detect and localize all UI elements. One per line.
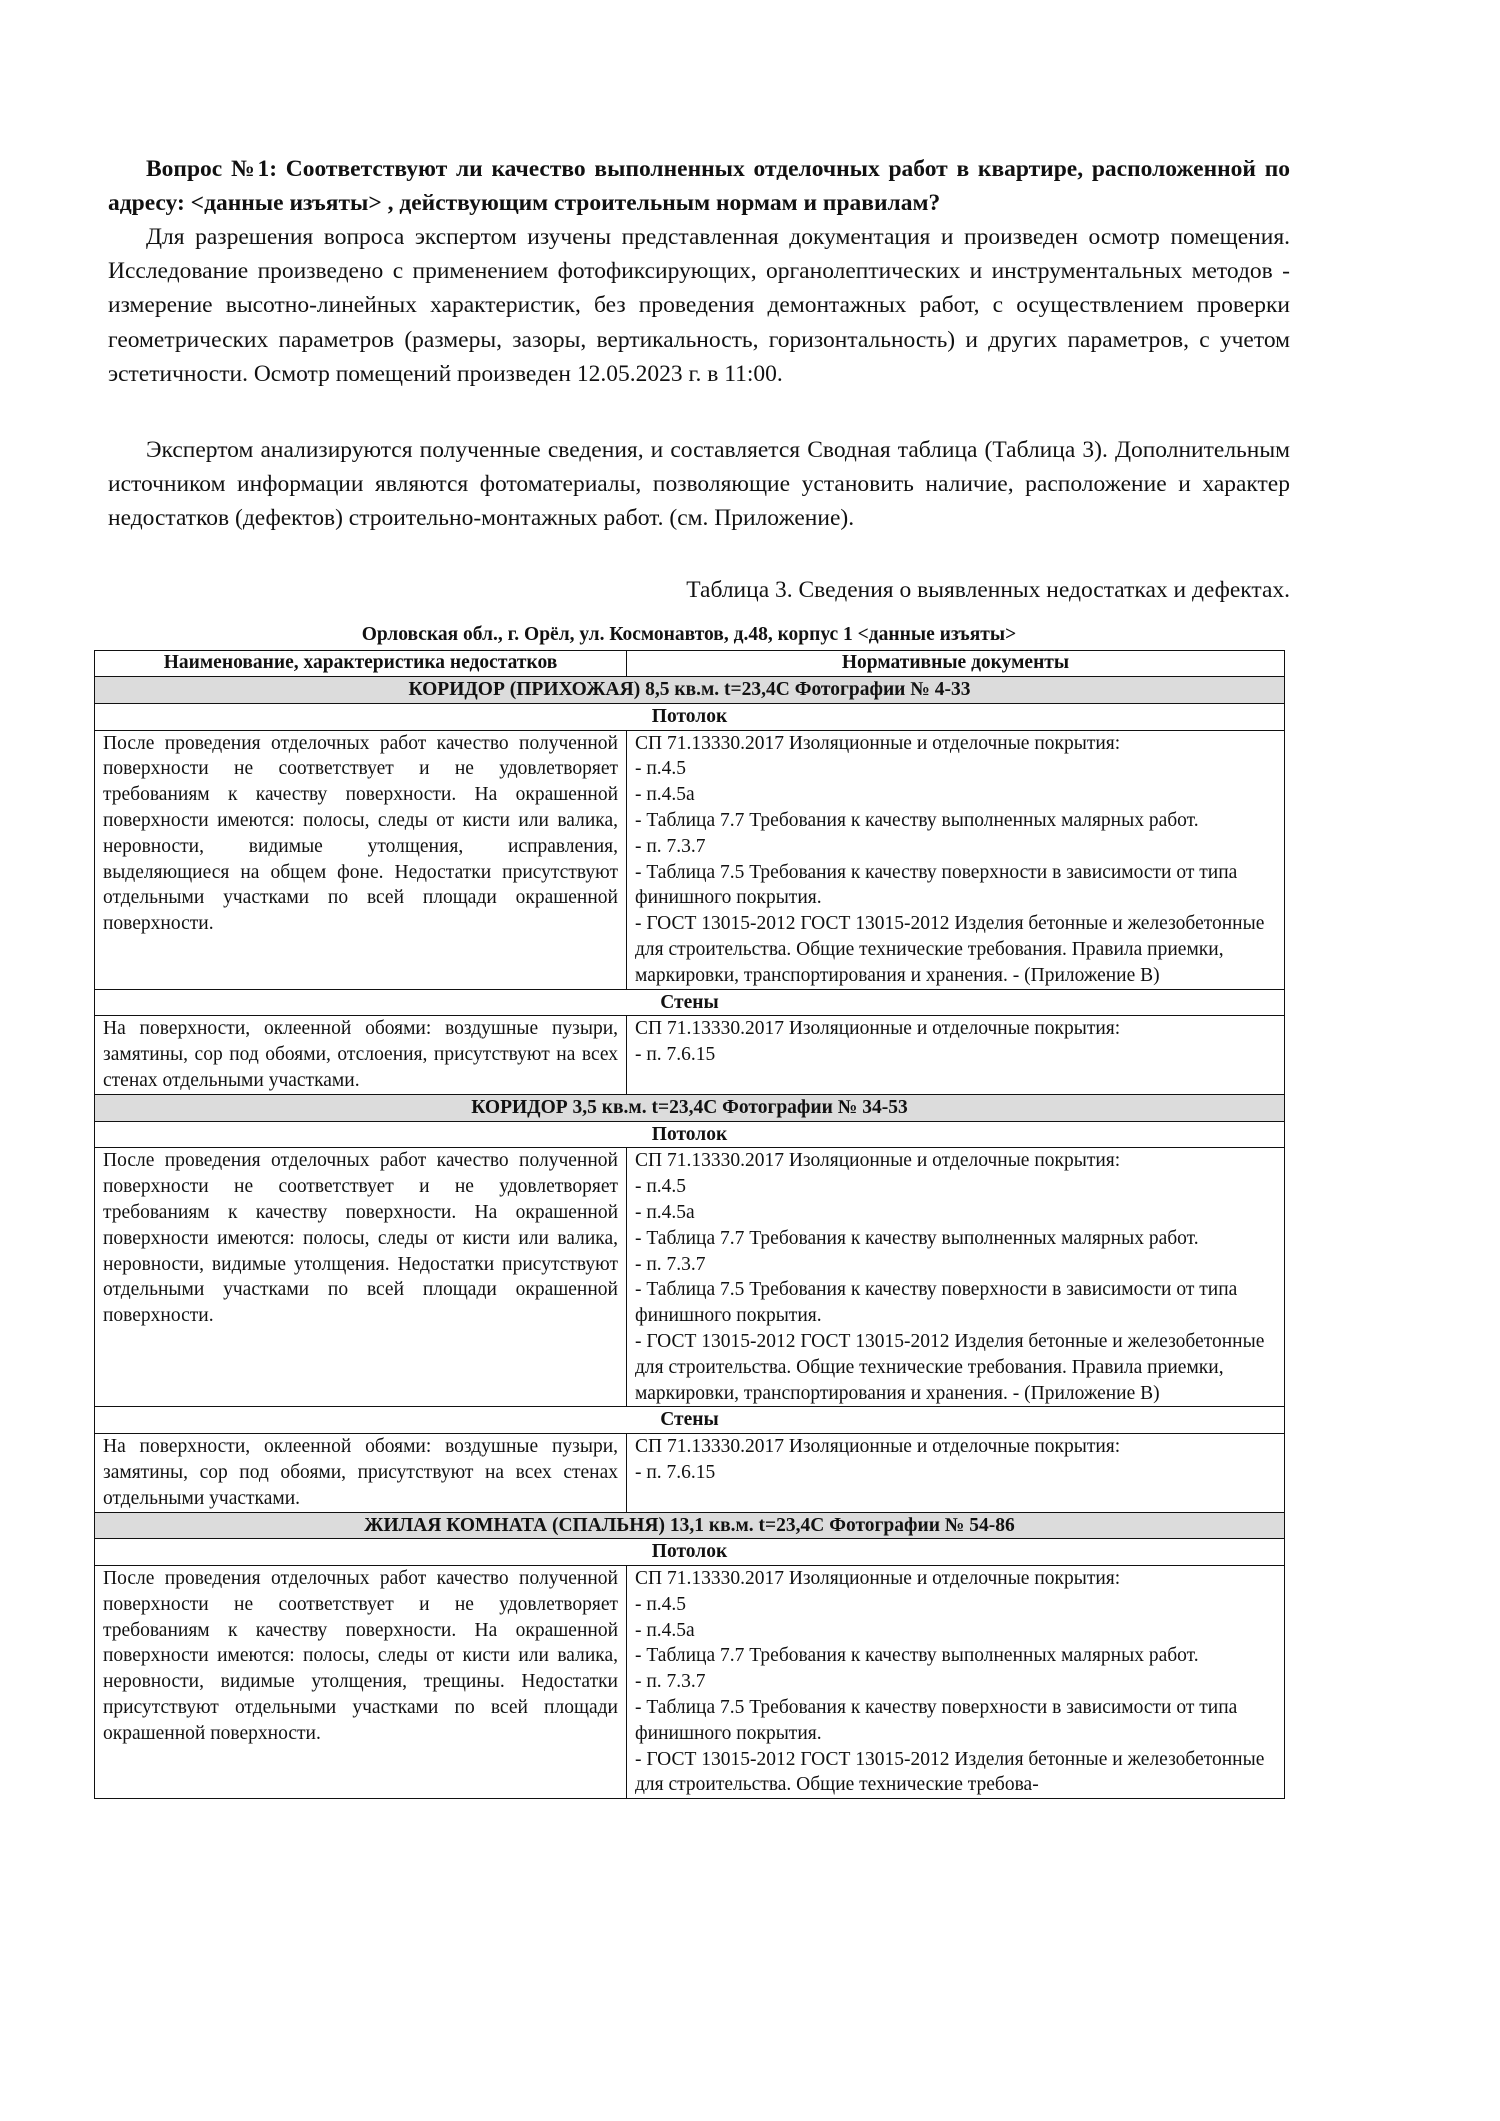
question-heading: Вопрос №1: Соответствуют ли качество выполненных отделочных работ в квартире, расположенной по адресу: <данные изъяты> , действующим строительным нормам и правилам?: [108, 156, 1290, 216]
defect-row: [95, 1566, 1285, 1799]
table-caption: Таблица 3. Сведения о выявленных недостатках и дефектах.: [686, 577, 1290, 603]
section-row: [95, 1512, 1285, 1539]
norm-reference: - п. 7.3.7: [635, 1671, 706, 1693]
norm-reference: СП 71.13330.2017 Изоляционные и отделочные покрытия:: [635, 732, 1121, 754]
norm-reference: - ГОСТ 13015-2012 ГОСТ 13015-2012 Изделия бетонные и железобетонные для строительства. Общие технические требования. Правила приемки, маркировки, транспортирования и хранения. - (Приложение В): [635, 913, 1265, 986]
header-norms: Нормативные документы: [627, 651, 1285, 677]
defect-row: [95, 730, 1285, 989]
norm-reference: - Таблица 7.7 Требования к качеству выполненных малярных работ.: [635, 809, 1199, 831]
subsection-row: [95, 703, 1285, 730]
table-title: Орловская обл., г. Орёл, ул. Космонавтов, д.48, корпус 1 <данные изъяты>: [361, 624, 1017, 645]
subsection-row: [95, 1121, 1285, 1148]
norm-reference: - Таблица 7.7 Требования к качеству выполненных малярных работ.: [635, 1227, 1199, 1249]
section-title: КОРИДОР 3,5 кв.м. t=23,4С Фотографии № 34-53: [95, 1094, 1285, 1121]
defect-row: [95, 1434, 1285, 1512]
norm-reference: СП 71.13330.2017 Изоляционные и отделочные покрытия:: [635, 1018, 1121, 1040]
subsection-title: Стены: [95, 989, 1285, 1016]
norm-reference: - п. 7.6.15: [635, 1044, 716, 1066]
norm-reference: - п.4.5а: [635, 784, 695, 806]
norm-reference: - п. 7.3.7: [635, 1253, 706, 1275]
norm-reference: СП 71.13330.2017 Изоляционные и отделочные покрытия:: [635, 1150, 1121, 1172]
subsection-title: Потолок: [95, 703, 1285, 730]
norm-reference: - п.4.5а: [635, 1619, 695, 1641]
defect-row: [95, 1016, 1285, 1094]
norm-reference: - п.4.5: [635, 1176, 687, 1198]
paragraph-analysis: [108, 433, 1290, 536]
norm-reference: - Таблица 7.7 Требования к качеству выполненных малярных работ.: [635, 1645, 1199, 1667]
norm-reference: СП 71.13330.2017 Изоляционные и отделочные покрытия:: [635, 1568, 1121, 1590]
subsection-title: Потолок: [95, 1121, 1285, 1148]
norm-reference: - п.4.5а: [635, 1201, 695, 1223]
paragraph-text: Для разрешения вопроса экспертом изучены представленная документация и произведен осмотр помещения. Исследование произведено с применением фотофиксирующих, органолептических и инструментальных методов - измерение высотно-линейных характеристик, без проведения демонтажных работ, с осуществлением проверки геометрических параметров (размеры, зазоры, вертикальность, горизонтальность) и других параметров, с учетом эстетичности. Осмотр помещений произведен 12.05.2023 г. в 11:00.: [108, 224, 1290, 387]
norm-reference: - п.4.5: [635, 1593, 687, 1615]
norm-reference: - Таблица 7.5 Требования к качеству поверхности в зависимости от типа финишного покрытия.: [635, 1279, 1238, 1327]
norm-reference: - п. 7.6.15: [635, 1461, 716, 1483]
defect-description: После проведения отделочных работ качество полученной поверхности не соответствует и не удовлетворяет требованиям к качеству поверхности. На окрашенной поверхности имеются: полосы, следы от кисти или валика, неровности, видимые утолщения, трещины. Недостатки присутствуют отдельными участками по всей площади окрашенной поверхности.: [95, 1566, 627, 1799]
section-title: КОРИДОР (ПРИХОЖАЯ) 8,5 кв.м. t=23,4С Фотографии № 4-33: [95, 677, 1285, 704]
section-title: ЖИЛАЯ КОМНАТА (СПАЛЬНЯ) 13,1 кв.м. t=23,4С Фотографии № 54-86: [95, 1512, 1285, 1539]
norm-reference: - п. 7.3.7: [635, 835, 706, 857]
section-row: [95, 1094, 1285, 1121]
paragraph-text: Экспертом анализируются полученные сведения, и составляется Сводная таблица (Таблица 3). Дополнительным источником информации являются фотоматериалы, позволяющие установить наличие, расположение и характер недостатков (дефектов) строительно-монтажных работ. (см. Приложение).: [108, 437, 1290, 532]
defect-description: После проведения отделочных работ качество полученной поверхности не соответствует и не удовлетворяет требованиям к качеству поверхности. На окрашенной поверхности имеются: полосы, следы от кисти или валика, неровности, видимые утолщения, исправления, выделяющиеся на общем фоне. Недостатки присутствуют отдельными участками по всей площади окрашенной поверхности.: [95, 730, 627, 989]
norm-reference: - ГОСТ 13015-2012 ГОСТ 13015-2012 Изделия бетонные и железобетонные для строительства. Общие технические требова-: [635, 1748, 1265, 1796]
norm-references: [627, 730, 1285, 989]
table-header-row: [95, 651, 1285, 677]
table-body: [95, 677, 1285, 1799]
norm-reference: - п.4.5: [635, 758, 687, 780]
norm-references: [627, 1016, 1285, 1094]
norm-references: [627, 1148, 1285, 1407]
defects-table: [94, 650, 1285, 1799]
defect-row: [95, 1148, 1285, 1407]
paragraph-inspection: [108, 220, 1290, 391]
norm-reference: - ГОСТ 13015-2012 ГОСТ 13015-2012 Изделия бетонные и железобетонные для строительства. Общие технические требования. Правила приемки, маркировки, транспортирования и хранения. - (Приложение В): [635, 1330, 1265, 1404]
subsection-row: [95, 1539, 1285, 1566]
norm-reference: - Таблица 7.5 Требования к качеству поверхности в зависимости от типа финишного покрытия.: [635, 1697, 1238, 1744]
subsection-title: Стены: [95, 1407, 1285, 1434]
subsection-title: Потолок: [95, 1539, 1285, 1566]
defect-description: На поверхности, оклеенной обоями: воздушные пузыри, замятины, сор под обоями, отслоения, присутствуют на всех стенах отдельными участками.: [95, 1016, 627, 1094]
norm-references: [627, 1434, 1285, 1512]
subsection-row: [95, 989, 1285, 1016]
header-defects: Наименование, характеристика недостатков: [95, 651, 627, 677]
defect-description: После проведения отделочных работ качество полученной поверхности не соответствует и не удовлетворяет требованиям к качеству поверхности. На окрашенной поверхности имеются: полосы, следы от кисти или валика, неровности, видимые утолщения. Недостатки присутствуют отдельными участками по всей площади окрашенной поверхности.: [95, 1148, 627, 1407]
subsection-row: [95, 1407, 1285, 1434]
section-row: [95, 677, 1285, 704]
norm-references: [627, 1566, 1285, 1799]
norm-reference: - Таблица 7.5 Требования к качеству поверхности в зависимости от типа финишного покрытия.: [635, 861, 1238, 909]
norm-reference: СП 71.13330.2017 Изоляционные и отделочные покрытия:: [635, 1436, 1121, 1458]
defect-description: На поверхности, оклеенной обоями: воздушные пузыри, замятины, сор под обоями, присутствуют на всех стенах отдельными участками.: [95, 1434, 627, 1512]
